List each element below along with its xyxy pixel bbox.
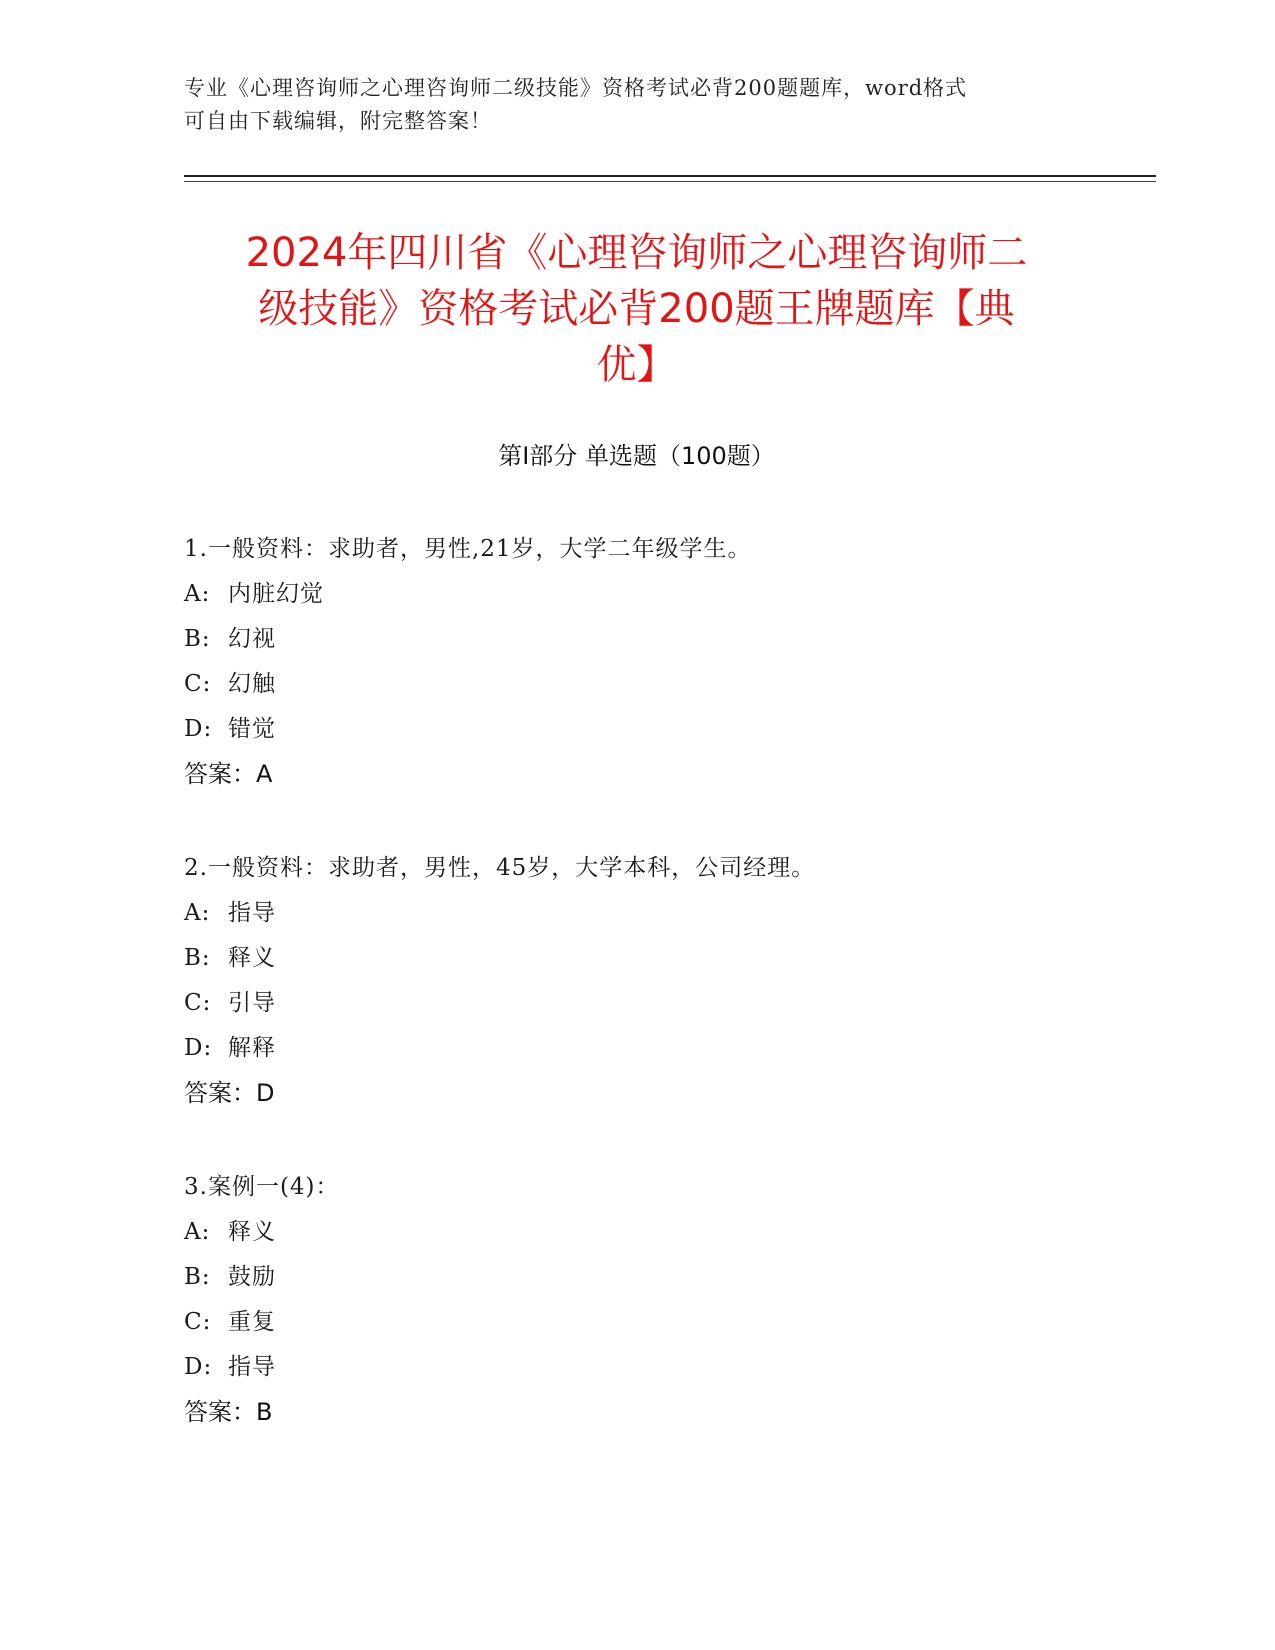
section-heading: 第Ⅰ部分 单选题（100题）: [498, 442, 775, 470]
option-d: [184, 1026, 1084, 1071]
option-a: [184, 891, 1084, 936]
answer-label: 答案：: [184, 1079, 256, 1107]
option-c: [184, 1300, 1084, 1345]
header-note-line-2: 可自由下载编辑，附完整答案！: [184, 109, 492, 133]
question-stem: 1.一般资料：求助者，男性,21岁，大学二年级学生。: [184, 536, 752, 562]
option-b: [184, 617, 1084, 662]
answer-line: [184, 752, 1084, 797]
option-key: C:: [184, 990, 212, 1016]
answer-value: A: [256, 760, 273, 788]
document-title-line-2: 级技能》资格考试必背200题王牌题库【典: [258, 286, 1015, 332]
option-key: B:: [184, 626, 211, 652]
header-rule-thick: [184, 175, 1156, 177]
document-title-line-3: 优】: [596, 342, 677, 388]
option-a: [184, 572, 1084, 617]
option-text: 解释: [228, 1035, 276, 1061]
question-stem: 3.案例一(4)：: [184, 1174, 340, 1200]
question-stem: 2.一般资料：求助者，男性，45岁，大学本科，公司经理。: [184, 855, 816, 881]
answer-line: [184, 1390, 1084, 1435]
option-text: 错觉: [228, 716, 276, 742]
option-key: C:: [184, 671, 212, 697]
question-item: [184, 527, 1084, 797]
document-title-line-1: 2024年四川省《心理咨询师之心理咨询师二: [245, 230, 1028, 276]
option-key: D:: [184, 1035, 213, 1061]
option-c: [184, 662, 1084, 707]
option-key: B:: [184, 945, 211, 971]
header-note-line-1: 专业《心理咨询师之心理咨询师二级技能》资格考试必背200题题库，word格式: [184, 76, 968, 100]
option-text: 幻触: [228, 671, 276, 697]
option-key: A:: [184, 900, 211, 926]
option-key: D:: [184, 716, 213, 742]
answer-label: 答案：: [184, 1398, 256, 1426]
question-item: [184, 1165, 1084, 1435]
option-b: [184, 936, 1084, 981]
option-key: C:: [184, 1309, 212, 1335]
answer-line: [184, 1071, 1084, 1116]
answer-label: 答案：: [184, 760, 256, 788]
question-list: [184, 527, 1084, 1484]
option-b: [184, 1255, 1084, 1300]
option-text: 幻视: [228, 626, 276, 652]
option-d: [184, 707, 1084, 752]
option-text: 内脏幻觉: [228, 581, 324, 607]
header-rule-thin: [184, 181, 1156, 182]
option-key: A:: [184, 581, 211, 607]
option-a: [184, 1210, 1084, 1255]
option-text: 释义: [228, 945, 276, 971]
question-item: [184, 846, 1084, 1116]
document-title: [184, 225, 1089, 393]
answer-value: B: [256, 1398, 273, 1426]
answer-value: D: [256, 1079, 275, 1107]
option-key: B:: [184, 1264, 211, 1290]
option-text: 释义: [228, 1219, 276, 1245]
option-key: A:: [184, 1219, 211, 1245]
option-text: 指导: [228, 1354, 276, 1380]
option-text: 鼓励: [228, 1264, 276, 1290]
option-key: D:: [184, 1354, 213, 1380]
option-text: 引导: [228, 990, 276, 1016]
option-c: [184, 981, 1084, 1026]
option-text: 重复: [228, 1309, 276, 1335]
option-text: 指导: [228, 900, 276, 926]
header-note: [184, 72, 1064, 138]
option-d: [184, 1345, 1084, 1390]
